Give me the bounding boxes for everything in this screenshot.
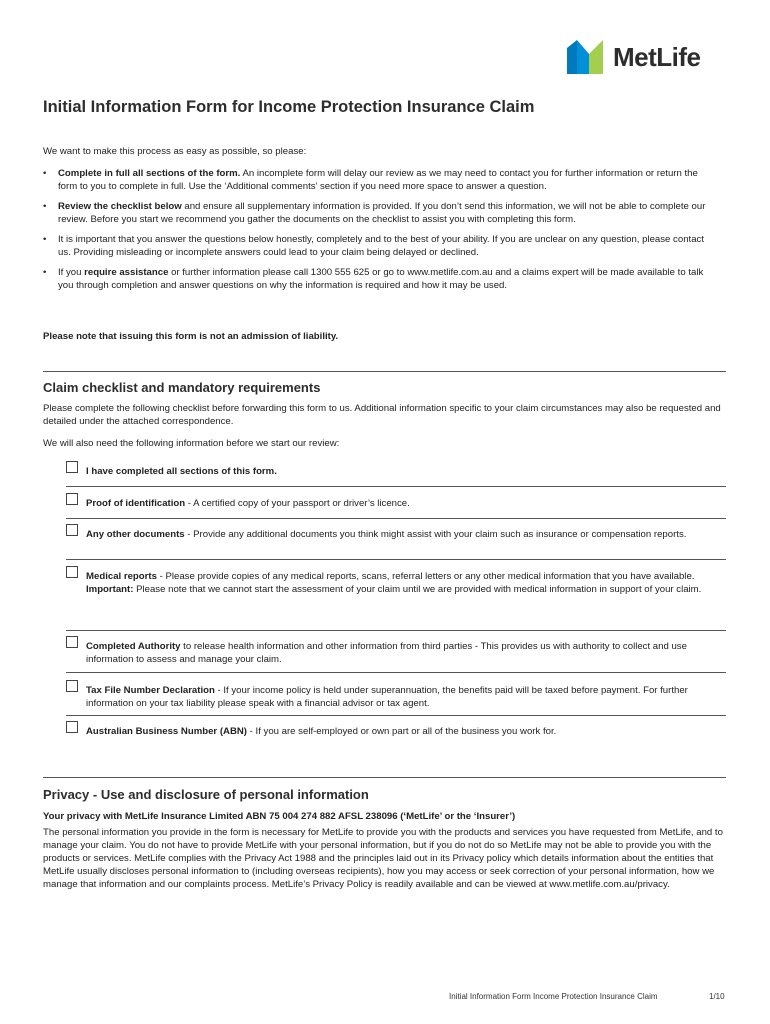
list-item: • It is important that you answer the questions below honestly, completely and to the best of your ability. If you are unclear on any question, please contact us. Providing misleading or incomplete answers could lead to your claim being delayed or declined. <box>43 234 704 258</box>
checklist-intro-2: We will also need the following information before we start our review: <box>43 438 340 449</box>
privacy-body: The personal information you provide in the form is necessary for MetLife to provide you with the products and services you have requested from MetLife, and to manage your claim. You do not have to provide MetLife with your personal information, but if you do not do so MetLife may not be able to provide you with the products or services. MetLife complies with the Privacy Act 1988 and the principles laid out in its Privacy policy which details information about the entities that MetLife usually discloses personal information to (including overseas recipients), how you may access or seek correction of your personal information, how we manage that information and our complaints process. MetLife’s Privacy Policy is readily available and can be viewed at www.metlife.com.au/privacy. <box>43 827 723 890</box>
list-item: • If you require assistance or further information please call 1300 555 625 or go to www.metlife.com.au and a claims expert will be made available to talk you through completion and answer questions on why the information is required and how it may be used. <box>43 267 704 291</box>
instruction-list <box>43 167 713 299</box>
checkbox[interactable] <box>66 721 78 733</box>
section-divider <box>43 371 726 372</box>
checkbox[interactable] <box>66 461 78 473</box>
page-number: 1/10 <box>709 992 725 1001</box>
checklist-heading: Claim checklist and mandatory requirements <box>43 380 321 395</box>
checkbox[interactable] <box>66 566 78 578</box>
page-title: Initial Information Form for Income Protection Insurance Claim <box>43 98 535 116</box>
footer-doc-title: Initial Information Form Income Protection Insurance Claim <box>449 992 658 1001</box>
section-divider <box>43 777 726 778</box>
logo-wordmark: MetLife <box>613 41 701 72</box>
liability-note: Please note that issuing this form is not an admission of liability. <box>43 331 339 342</box>
privacy-subheading: Your privacy with MetLife Insurance Limited ABN 75 004 274 882 AFSL 238096 (‘MetLife’ or the ‘Insurer’) <box>43 811 516 822</box>
checkbox[interactable] <box>66 636 78 648</box>
form-page: MetLife Initial Information Form for Income Protection Insurance Claim We want to make this process as easy as possible, so please: • Complete in full all sections of the form. An incomplete form will delay our review as we may need to contact you for further information or return the form to you to complete in full. Use the ‘Additional comments’ section if you need more space to answer a question. • Review the checklist below and ensure all supplementary information is provided. If you don’t send this information, we will not be able to complete our review. Before you start we recommend you gather the documents on the checklist to assist you with completing this form. • It is important that you answer the questions below honestly, completely and to the best of your ability. If you are unclear on any question, please contact us. Providing misleading or incomplete answers could lead to your claim being delayed or declined. • If you require assistance or further information please call 1300 555 625 or go to www.metlife.com.au and a claims expert will be made available to talk you through completion and answer questions on why the information is required and how it may be used. Please note that issuing this form is not an admission of liability. Claim checklist and mandatory requirements Please complete the following checklist before forwarding this form to us. Additional information specific to your claim circumstances may also be requested and detailed under the attached correspondence. We will also need the following information before we start our review: I have completed all sections of this form. Proof of identification - A certified copy of your passport or driver’s licence. Any other documents - Provide any additional documents you think might assist with your claim such as insurance or compensation reports. Medical reports - Please provide copies of any medical reports, scans, referral letters or any other medical information that you have available. Important: Please note that we cannot start the assessment of your claim until we are provided with medical information in support of your claim. Completed Authority to release health information and other information from third parties - This provides us with authority to collect and use information to assess and manage your claim. Tax File Number Declaration - If your income policy is held under superannuation, the benefits paid will be taxed before payment. For further information on your tax liability please speak with a financial advisor or tax agent. Australian Business Number (ABN) - If you are self-employed or own part or all of the business you work for. Privacy - Use and disclosure of personal information Your privacy with MetLife Insurance Limited ABN 75 004 274 882 AFSL 238096 (‘MetLife’ or the ‘Insurer’) The personal information you provide in the form is necessary for MetLife to provide you with the products and services you have requested from MetLife, and to manage your claim. You do not have to provide MetLife with your personal information, but if you do not do so MetLife may not be able to provide you with the products or services. MetLife complies with the Privacy Act 1988 and the principles laid out in its Privacy policy which details information about the entities that MetLife usually discloses personal information to (including overseas recipients), how you may access or seek correction of your personal information, how we manage that information and our complaints process. MetLife’s Privacy Policy is readily available and can be viewed at www.metlife.com.au/privacy. Initial Information Form Income Protection Insurance Claim 1/10 <box>43 41 725 1001</box>
checkbox[interactable] <box>66 524 78 536</box>
checklist-intro: Please complete the following checklist before forwarding this form to us. Additional information specific to your claim circumstances may also be requested and detailed under the attached correspondence. <box>43 403 721 427</box>
privacy-heading: Privacy - Use and disclosure of personal information <box>43 787 369 802</box>
checkbox[interactable] <box>66 493 78 505</box>
list-item: • Complete in full all sections of the form. An incomplete form will delay our review as we may need to contact you for further information or return the form to you to complete in full. Use the ‘Additional comments’ section if you need more space to answer a question. <box>43 168 698 192</box>
metlife-logo-icon <box>567 40 605 74</box>
intro-text: We want to make this process as easy as possible, so please: <box>43 146 307 157</box>
checkbox[interactable] <box>66 680 78 692</box>
list-item: • Review the checklist below and ensure all supplementary information is provided. If you don’t send this information, we will not be able to complete our review. Before you start we recommend you gather the documents on the checklist to assist you with completing this form. <box>43 201 706 225</box>
metlife-logo <box>567 40 701 74</box>
